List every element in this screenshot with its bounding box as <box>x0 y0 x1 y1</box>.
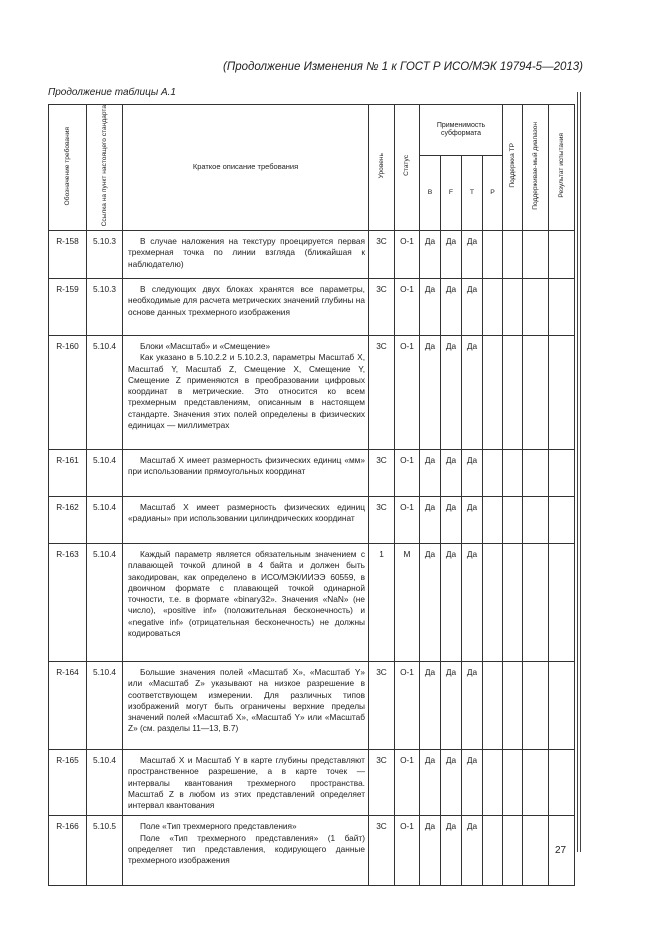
cell-sub-b: Да <box>420 749 441 815</box>
table-row <box>49 749 575 815</box>
description-paragraph: Масштаб X и Масштаб Y в карте глубины представляют пространственное разрешение, а в карте точек — интервалы квантования трехмерного пространства. Масштаб Z в любом из этих представлений определяет интервал квантования <box>128 754 365 811</box>
table-row <box>49 278 575 335</box>
description-paragraph: Блоки «Масштаб» и «Смещение» <box>140 340 271 351</box>
table-row <box>49 449 575 496</box>
cell-id: R-163 <box>49 543 87 661</box>
cell-level: 3С <box>369 230 395 278</box>
cell-level: 3С <box>369 749 395 815</box>
cell-ref: 5.10.3 <box>87 278 123 335</box>
cell-sub-b: Да <box>420 278 441 335</box>
cell-test-result <box>549 661 575 749</box>
cell-sub-t: Да <box>462 661 483 749</box>
cell-test-result <box>549 335 575 449</box>
cell-sub-t: Да <box>462 335 483 449</box>
col-header-tp-support: Поддержка ТР <box>503 105 523 231</box>
col-header-status: Статус <box>395 105 420 231</box>
cell-id: R-162 <box>49 496 87 543</box>
cell-status: М <box>395 543 420 661</box>
cell-id: R-164 <box>49 661 87 749</box>
cell-test-result <box>549 496 575 543</box>
cell-test-result <box>549 230 575 278</box>
table-row <box>49 661 575 749</box>
cell-supported-range <box>523 661 549 749</box>
cell-ref: 5.10.4 <box>87 335 123 449</box>
cell-test-result <box>549 749 575 815</box>
cell-sub-t: Да <box>462 749 483 815</box>
description-paragraph: Масштаб X имеет размерность физических единиц «мм» при использовании прямоугольных координат <box>128 454 365 477</box>
col-header-ref: Ссылка на пункт настоящего стандарта <box>87 105 123 231</box>
col-header-desc: Краткое описание требования <box>123 105 369 231</box>
cell-level: 3С <box>369 335 395 449</box>
cell-status: О-1 <box>395 230 420 278</box>
table-row <box>49 543 575 661</box>
col-header-sub-f: F <box>441 156 462 231</box>
cell-id: R-165 <box>49 749 87 815</box>
description-paragraph: Как указано в 5.10.2.2 и 5.10.2.3, параметры Масштаб X, Масштаб Y, Масштаб Z, Смещение X, Смещение Y, Смещение Z применяются в преобразовании цифровых координат в метрические. Это относится ко всем трехмерным представлениям, описанным в настоящем стандарте. Значения этих полей определены в физических единицах — миллиметрах <box>128 352 365 430</box>
cell-sub-f: Да <box>441 278 462 335</box>
cell-level: 3С <box>369 496 395 543</box>
cell-status: О-1 <box>395 449 420 496</box>
cell-ref: 5.10.3 <box>87 230 123 278</box>
cell-sub-f: Да <box>441 661 462 749</box>
cell-sub-b: Да <box>420 496 441 543</box>
col-header-level: Уровень <box>369 105 395 231</box>
cell-description <box>123 543 369 661</box>
cell-test-result <box>549 543 575 661</box>
table-row <box>49 816 575 886</box>
cell-tp-support <box>503 449 523 496</box>
cell-sub-p <box>483 230 503 278</box>
cell-sub-b: Да <box>420 230 441 278</box>
cell-id: R-161 <box>49 449 87 496</box>
col-header-sub-p: P <box>483 156 503 231</box>
cell-sub-f: Да <box>441 543 462 661</box>
cell-description <box>123 496 369 543</box>
cell-sub-f: Да <box>441 749 462 815</box>
cell-tp-support <box>503 816 523 886</box>
cell-id: R-160 <box>49 335 87 449</box>
cell-tp-support <box>503 496 523 543</box>
cell-id: R-158 <box>49 230 87 278</box>
description-paragraph: Поле «Тип трехмерного представления» (1 байт) определяет тип представления, кодирующего данные трехмерного изображения <box>128 832 365 866</box>
cell-level: 3С <box>369 449 395 496</box>
cell-sub-p <box>483 496 503 543</box>
cell-status: О-1 <box>395 496 420 543</box>
cell-sub-p <box>483 335 503 449</box>
table-body <box>49 230 575 885</box>
cell-sub-b: Да <box>420 449 441 496</box>
cell-sub-t: Да <box>462 816 483 886</box>
continuation-title: Продолжение таблицы А.1 <box>48 87 176 98</box>
cell-status: О-1 <box>395 278 420 335</box>
cell-supported-range <box>523 230 549 278</box>
cell-tp-support <box>503 543 523 661</box>
page-number: 27 <box>555 845 567 856</box>
cell-description <box>123 230 369 278</box>
cell-id: R-166 <box>49 816 87 886</box>
cell-test-result <box>549 449 575 496</box>
col-header-supported-range: Поддерживае-мый диапазон <box>523 105 549 231</box>
cell-description <box>123 449 369 496</box>
cell-description <box>123 816 369 886</box>
cell-supported-range <box>523 278 549 335</box>
table-row <box>49 335 575 449</box>
cell-test-result <box>549 278 575 335</box>
cell-sub-t: Да <box>462 496 483 543</box>
cell-tp-support <box>503 335 523 449</box>
right-margin-rule <box>577 92 578 852</box>
cell-status: О-1 <box>395 749 420 815</box>
cell-ref: 5.10.4 <box>87 449 123 496</box>
cell-ref: 5.10.4 <box>87 543 123 661</box>
description-paragraph: В следующих двух блоках хранятся все параметры, необходимые для расчета метрических значений глубины на основе данных трехмерного изображения <box>128 283 365 317</box>
col-header-sub-t: T <box>462 156 483 231</box>
cell-supported-range <box>523 749 549 815</box>
cell-ref: 5.10.4 <box>87 749 123 815</box>
cell-id: R-159 <box>49 278 87 335</box>
cell-sub-b: Да <box>420 335 441 449</box>
cell-tp-support <box>503 278 523 335</box>
right-margin-rule-2 <box>580 92 581 852</box>
cell-ref: 5.10.5 <box>87 816 123 886</box>
description-paragraph: Каждый параметр является обязательным значением с плавающей точкой длиной в 4 байта и должен быть закодирован, как определено в ИСО/МЭК/ИИЭЭ 60559, в двоичном формате с плавающей точкой одинарной точности, т.е. в формате «binary32». Значения «NaN» (не число), «positive inf» (положительная бесконечность) и «negative inf» (отрицательная бесконечность) не должны кодироваться <box>128 548 365 638</box>
col-header-sub-b: B <box>420 156 441 231</box>
cell-sub-p <box>483 816 503 886</box>
cell-sub-b: Да <box>420 543 441 661</box>
cell-description <box>123 278 369 335</box>
cell-supported-range <box>523 449 549 496</box>
cell-tp-support <box>503 661 523 749</box>
cell-sub-f: Да <box>441 496 462 543</box>
cell-level: 3С <box>369 816 395 886</box>
col-header-test-result: Результат испытания <box>549 105 575 231</box>
requirements-table <box>48 104 575 886</box>
cell-sub-p <box>483 749 503 815</box>
description-paragraph: Масштаб X имеет размерность физических единиц «радианы» при использовании цилиндрических координат <box>128 501 365 524</box>
table-row <box>49 230 575 278</box>
table-header <box>49 105 575 231</box>
description-paragraph: Поле «Тип трехмерного представления» <box>140 821 297 832</box>
cell-description <box>123 749 369 815</box>
cell-status: О-1 <box>395 335 420 449</box>
description-paragraph: В случае наложения на текстуру проецируется первая трехмерная точка по линии взгляда (ближайшая к наблюдателю) <box>128 235 365 269</box>
cell-level: 1 <box>369 543 395 661</box>
cell-supported-range <box>523 335 549 449</box>
cell-sub-f: Да <box>441 335 462 449</box>
cell-sub-b: Да <box>420 816 441 886</box>
cell-sub-t: Да <box>462 543 483 661</box>
cell-sub-f: Да <box>441 816 462 886</box>
cell-level: 3С <box>369 278 395 335</box>
cell-sub-f: Да <box>441 449 462 496</box>
cell-ref: 5.10.4 <box>87 496 123 543</box>
cell-tp-support <box>503 230 523 278</box>
cell-supported-range <box>523 543 549 661</box>
running-head: (Продолжение Изменения № 1 к ГОСТ Р ИСО/МЭК 19794-5—2013) <box>223 61 583 73</box>
description-paragraph: Большие значения полей «Масштаб X», «Масштаб Y» или «Масштаб Z» указывают на низкое разрешение в соответствующем измерении. Для различных типов изображений могут быть ограничены верхние пределы значений полей «Масштаб X», «Масштаб Y» или «Масштаб Z» (см. разделы 11—13, В.7) <box>128 666 365 734</box>
cell-description <box>123 661 369 749</box>
cell-description <box>123 335 369 449</box>
table-row <box>49 496 575 543</box>
col-header-id: Обозначение требования <box>49 105 87 231</box>
cell-sub-p <box>483 543 503 661</box>
cell-sub-t: Да <box>462 230 483 278</box>
cell-sub-t: Да <box>462 278 483 335</box>
cell-status: О-1 <box>395 661 420 749</box>
cell-level: 3С <box>369 661 395 749</box>
cell-ref: 5.10.4 <box>87 661 123 749</box>
col-header-applicability: Применимость субформата <box>420 105 503 156</box>
cell-supported-range <box>523 496 549 543</box>
cell-sub-p <box>483 661 503 749</box>
cell-sub-f: Да <box>441 230 462 278</box>
cell-sub-p <box>483 449 503 496</box>
cell-sub-t: Да <box>462 449 483 496</box>
cell-supported-range <box>523 816 549 886</box>
cell-sub-b: Да <box>420 661 441 749</box>
cell-status: О-1 <box>395 816 420 886</box>
cell-tp-support <box>503 749 523 815</box>
cell-sub-p <box>483 278 503 335</box>
